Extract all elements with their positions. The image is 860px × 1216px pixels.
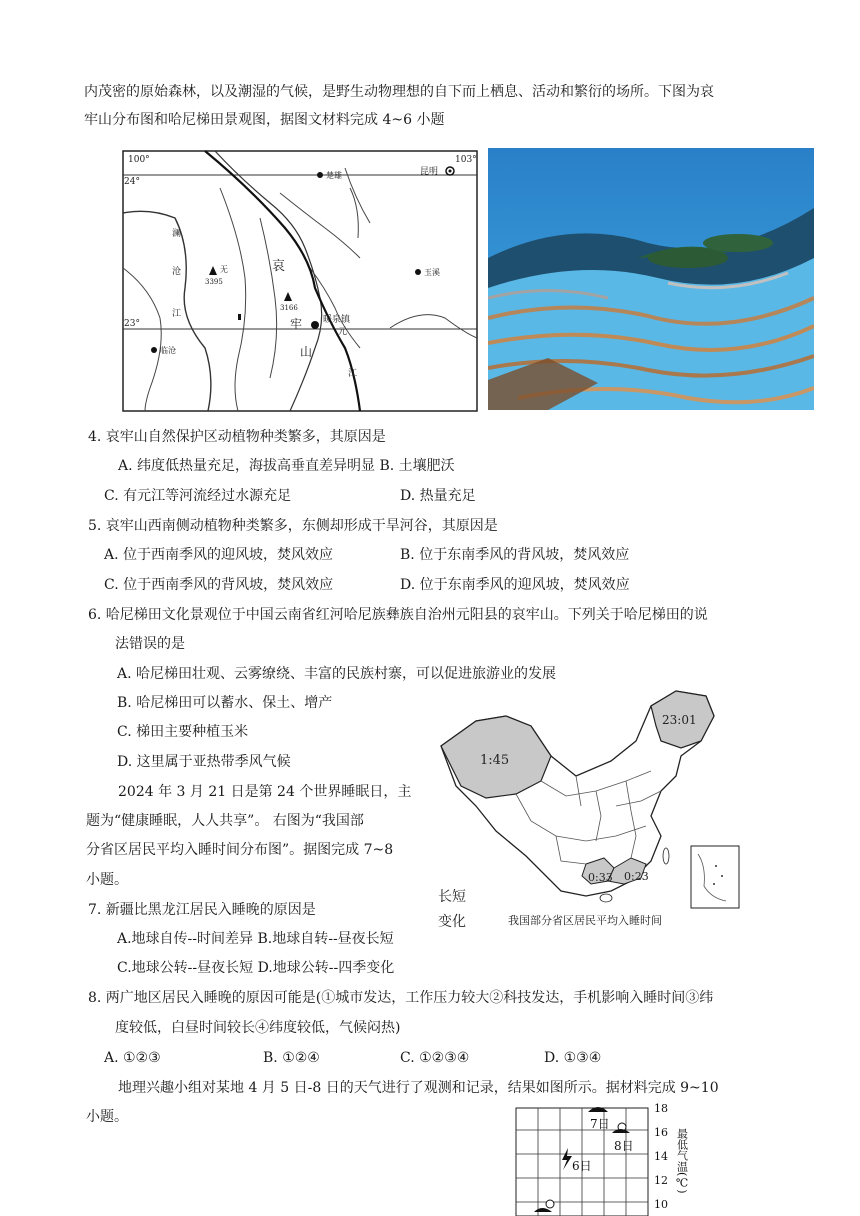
town-label: 暖泉镇 (323, 315, 351, 325)
q4-stem: 4. 哀牢山自然保护区动植物种类繁多，其原因是 (88, 429, 386, 445)
sleep-intro-line-1: 2024 年 3 月 21 日是第 24 个世界睡眠日，主 (118, 784, 412, 800)
q6-option-d: D. 这里属于亚热带季风气候 (117, 754, 291, 770)
q8-stem-2: 度较低，白昼时间较长④纬度较低，气候闷热) (115, 1020, 401, 1036)
y-tick-14: 14 (654, 1150, 668, 1163)
q4-option-a-b: A. 纬度低热量充足，海拔高垂直差异明显 B. 土壤肥沃 (118, 458, 455, 474)
q8-option-b: B. ①②④ (263, 1050, 320, 1066)
guangxi-sleep-time: 0:33 (588, 871, 613, 884)
q7-option-a-b: A.地球自传--时间差异 B.地球自转--昼夜长短 (117, 931, 394, 947)
q8-option-c: C. ①②③④ (400, 1050, 470, 1066)
yuan-char: 元 (338, 327, 348, 337)
lat-label-bottom: 23° (124, 319, 140, 329)
lon-label-right: 103° (455, 155, 477, 165)
intro-line-1: 内茂密的原始森林，以及潮湿的气候，是野生动物理想的自下而上栖息、活动和繁衍的场所。下图为哀 (84, 84, 714, 100)
sun-icon-day5 (546, 1200, 554, 1208)
y-tick-16: 16 (654, 1126, 668, 1139)
chuxiong-label: 楚雄 (326, 171, 342, 180)
intro-line-2: 牢山分布图和哈尼梯田景观图，据图文材料完成 4~6 小题 (84, 112, 445, 128)
lancang-label-1: 澜 (172, 229, 182, 239)
day8-label: 8日 (614, 1139, 634, 1153)
weather-intro-line-1: 地理兴趣小组对某地 4 月 5 日-8 日的天气进行了观测和记录，结果如图所示。据材料完成 9~10 (118, 1080, 719, 1096)
q5-option-c: C. 位于西南季风的背风坡，焚风效应 (104, 577, 334, 593)
y-axis-label: 最低气温(℃) (675, 1128, 689, 1194)
peak1-label: 无 (220, 265, 228, 274)
sleep-map-caption: 我国部分省区居民平均入睡时间 (508, 914, 662, 927)
china-sleep-time-map (436, 686, 746, 932)
xinjiang-sleep-time: 1:45 (480, 753, 510, 768)
y-tick-12: 12 (654, 1174, 668, 1187)
q5-stem: 5. 哀牢山西南侧动植物种类繁多，东侧却形成干旱河谷，其原因是 (88, 518, 498, 534)
q8-stem-1: 8. 两广地区居民入睡晚的原因可能是(①城市发达，工作压力较大②科技发达，手机影响入睡时间③纬 (88, 990, 714, 1006)
q6-stem-1: 6. 哈尼梯田文化景观位于中国云南省红河哈尼族彝族自治州元阳县的哀牢山。下列关于哈尼梯田的说 (88, 607, 708, 623)
weather-chart (510, 1100, 700, 1216)
sleep-map-side-text-2: 变化 (438, 914, 466, 930)
guangdong-sleep-time: 0:23 (624, 870, 649, 883)
day7-label: 7日 (590, 1117, 610, 1131)
sleep-intro-line-4: 小题。 (86, 872, 128, 888)
q6-option-a: A. 哈尼梯田壮观、云雾缭绕、丰富的民族村寨，可以促进旅游业的发展 (117, 666, 557, 682)
y-tick-18: 18 (654, 1102, 668, 1115)
q5-option-a: A. 位于西南季风的迎风坡，焚风效应 (104, 547, 334, 563)
sleep-intro-line-2: 题为“健康睡眠，人人共享”。 右图为“我国部 (86, 813, 364, 829)
q6-option-b: B. 哈尼梯田可以蓄水、保土、增产 (117, 695, 333, 711)
weather-intro-line-2: 小题。 (86, 1109, 128, 1125)
y-tick-10: 10 (654, 1198, 668, 1211)
hani-terrace-photo (488, 148, 814, 410)
q7-option-c-d: C.地球公转--昼夜长短 D.地球公转--四季变化 (117, 960, 395, 976)
q6-option-c: C. 梯田主要种植玉米 (117, 724, 249, 740)
day6-label: 6日 (572, 1159, 592, 1173)
q8-option-a: A. ①②③ (104, 1050, 161, 1066)
lat-label-top: 24° (124, 177, 140, 187)
lincang-label: 临沧 (160, 346, 176, 355)
q6-stem-2: 法错误的是 (115, 636, 185, 652)
ai-char: 哀 (272, 259, 286, 274)
lao-char: 牢 (290, 317, 303, 331)
q4-option-c: C. 有元江等河流经过水源充足 (104, 488, 292, 504)
ailao-mountain-map (120, 148, 480, 414)
q8-option-d: D. ①③④ (544, 1050, 602, 1066)
peak2-height: 3166 (280, 304, 298, 312)
lon-label-left: 100° (128, 155, 150, 165)
heilongjiang-sleep-time: 23:01 (662, 713, 697, 727)
jiang-char: 江 (348, 369, 358, 379)
lancang-label-3: 江 (172, 309, 182, 319)
q5-option-b: B. 位于东南季风的背风坡，焚风效应 (400, 547, 630, 563)
shan-char: 山 (300, 345, 313, 359)
kunming-label: 昆明 (420, 167, 439, 177)
yuxi-label: 玉溪 (424, 268, 440, 277)
lancang-label-2: 沧 (172, 267, 182, 277)
peak1-height: 3395 (205, 278, 223, 286)
sleep-map-side-text-1: 长短 (438, 889, 466, 905)
sleep-intro-line-3: 分省区居民平均入睡时间分布图”。据图完成 7~8 (86, 842, 394, 858)
q5-option-d: D. 位于东南季风的迎风坡，焚风效应 (400, 577, 630, 593)
q7-stem: 7. 新疆比黑龙江居民入睡晚的原因是 (88, 902, 316, 918)
q4-option-d: D. 热量充足 (400, 488, 476, 504)
